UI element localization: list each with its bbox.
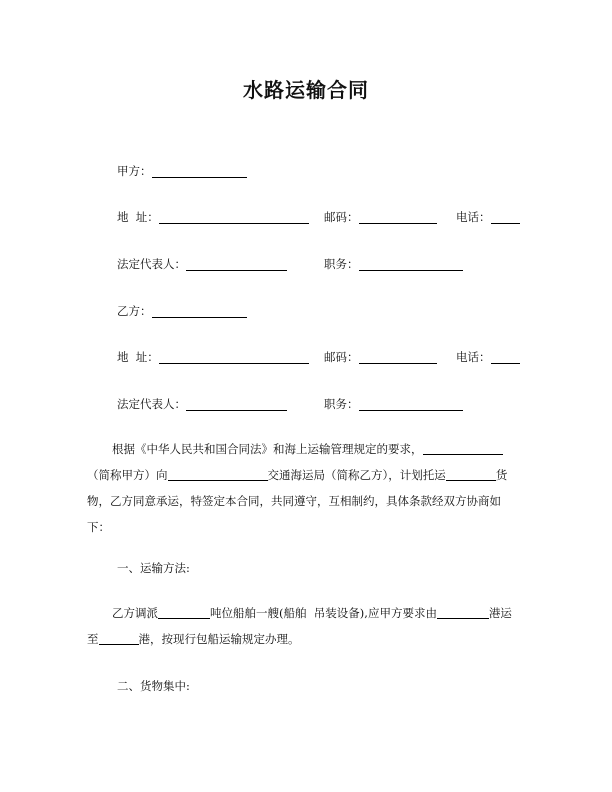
party-b-position-blank xyxy=(359,398,463,411)
section-1-text-1: 乙方调派 xyxy=(112,606,158,620)
party-b-address-line xyxy=(117,350,309,364)
party-b-postcode-line xyxy=(324,350,437,364)
party-b-position-line xyxy=(324,397,463,411)
party-b-address-blank xyxy=(159,351,309,364)
party-b-phone-label: 电话： xyxy=(456,350,491,364)
party-a-address-label: 地 址： xyxy=(117,210,159,224)
party-b-rep-label: 法定代表人： xyxy=(117,397,186,411)
document-title: 水路运输合同 xyxy=(243,78,369,102)
section-1-text-3: 港运至 xyxy=(87,606,512,646)
preamble-blank-3 xyxy=(446,466,496,481)
party-a-rep-label: 法定代表人： xyxy=(117,257,186,271)
party-b-phone-line xyxy=(456,350,520,364)
party-a-postcode-blank xyxy=(359,211,437,224)
party-b-line xyxy=(117,304,247,318)
party-b-phone-blank xyxy=(491,351,520,364)
party-a-postcode-label: 邮码： xyxy=(324,210,359,224)
party-b-label: 乙方： xyxy=(117,304,152,318)
section-1-blank-destination-port xyxy=(99,630,139,645)
party-a-position-label: 职务： xyxy=(324,257,359,271)
party-b-blank xyxy=(152,305,247,318)
party-a-phone-label: 电话： xyxy=(456,210,491,224)
section-2-heading: 二、货物集中: xyxy=(117,679,190,693)
party-a-address-line xyxy=(117,210,309,224)
party-a-position-blank xyxy=(359,258,463,271)
preamble-blank-2 xyxy=(168,466,268,481)
section-1-blank-tonnage xyxy=(158,604,210,619)
preamble-text-2: （简称甲方）向 xyxy=(87,468,168,482)
preamble-text-3: 交通海运局（简称乙方），计划托运 xyxy=(267,468,446,482)
party-b-rep-line xyxy=(117,397,287,411)
section-1-paragraph xyxy=(87,600,523,652)
party-b-postcode-blank xyxy=(359,351,437,364)
party-a-blank xyxy=(152,165,247,178)
preamble-text-4: 货物，乙方同意承运，特签定本合同，共同遵守，互相制约，具体条款经双方协商如下： xyxy=(87,468,508,534)
party-a-position-line xyxy=(324,257,463,271)
preamble-paragraph xyxy=(87,436,523,540)
party-a-rep-line xyxy=(117,257,287,271)
section-1-text-2: 吨位船舶一艘(船舶 吊装设备),应甲方要求由 xyxy=(210,606,437,620)
party-b-rep-blank xyxy=(186,398,287,411)
party-b-position-label: 职务： xyxy=(324,397,359,411)
party-a-line xyxy=(117,164,247,178)
party-a-address-blank xyxy=(159,211,309,224)
party-a-label: 甲方： xyxy=(117,164,152,178)
section-1-blank-origin-port xyxy=(437,604,489,619)
section-1-text-4: 港，按现行包船运输规定办理。 xyxy=(138,632,300,646)
preamble-blank-1 xyxy=(423,440,503,455)
party-a-phone-line xyxy=(456,210,520,224)
party-b-postcode-label: 邮码： xyxy=(324,350,359,364)
party-a-phone-blank xyxy=(491,211,520,224)
party-a-postcode-line xyxy=(324,210,437,224)
party-b-address-label: 地 址： xyxy=(117,350,159,364)
preamble-text-1: 根据《中华人民共和国合同法》和海上运输管理规定的要求， xyxy=(112,442,423,456)
party-a-rep-blank xyxy=(186,258,287,271)
section-1-heading: 一、运输方法: xyxy=(117,561,190,575)
